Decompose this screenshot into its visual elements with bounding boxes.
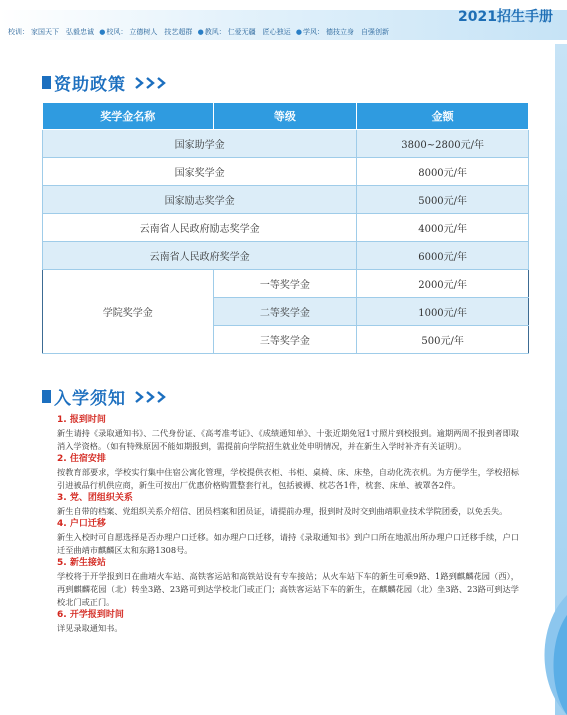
note-heading: 2. 住宿安排: [57, 454, 106, 464]
table-row: [43, 185, 529, 213]
scholarship-name: 国家助学金: [43, 129, 357, 157]
section-title: 资助政策: [54, 75, 126, 95]
bullet-icon: ●: [197, 28, 204, 36]
triple-chevron-icon: [134, 390, 170, 404]
scholarship-name: 云南省人民政府励志奖学金: [43, 213, 357, 241]
note-heading: 4. 户口迁移: [57, 519, 106, 529]
scholarship-name: 学院奖学金: [43, 269, 214, 353]
scholarship-level: 三等奖学金: [213, 325, 357, 353]
column-header: 奖学金名称: [43, 103, 214, 129]
note-heading: 6. 开学报到时间: [57, 610, 124, 620]
scholarship-amount: 1000元/年: [357, 297, 529, 325]
table-header-row: [43, 103, 529, 129]
scholarship-amount: 8000元/年: [357, 157, 529, 185]
section-header-enrollment: [42, 384, 170, 409]
handbook-title: 2021招生手册: [458, 9, 553, 25]
scholarship-amount: 3800~2800元/年: [357, 129, 529, 157]
scholarship-name: 云南省人民政府奖学金: [43, 241, 357, 269]
motto-value: 德技立身 自强创新: [326, 28, 390, 36]
scholarship-amount: 6000元/年: [357, 241, 529, 269]
note-body: 详见录取通知书。: [57, 623, 123, 633]
section-marker-icon: [42, 76, 51, 89]
scholarship-name: 国家奖学金: [43, 157, 357, 185]
scholarship-amount: 4000元/年: [357, 213, 529, 241]
motto-label: 校风：: [106, 28, 128, 36]
column-header: 金额: [357, 103, 529, 129]
section-header-aid: [42, 70, 170, 95]
table-row: [43, 129, 529, 157]
table-row: [43, 157, 529, 185]
column-header: 等级: [213, 103, 357, 129]
corner-wave-decoration: [527, 595, 567, 715]
note-body: 新生请持《录取通知书》、二代身份证、《高考准考证》、《成绩通知单》、十张近期免冠1寸照片到校报到。逾期两周不报到者即取消入学资格。（如有特殊原因不能如期报到，需提前向学院招生就业处申明情况，并在新生入学时补齐有关证明）。: [57, 428, 519, 451]
scholarship-table: [42, 103, 529, 354]
note-heading: 3. 党、团组织关系: [57, 493, 133, 503]
scholarship-amount: 5000元/年: [357, 185, 529, 213]
section-title: 入学须知: [54, 389, 126, 409]
motto-value: 家国天下 弘毅忠诚: [31, 28, 94, 36]
motto-label: 校训：: [8, 28, 29, 36]
section-marker-icon: [42, 390, 51, 403]
table-row: [43, 241, 529, 269]
bullet-icon: ●: [295, 28, 303, 36]
enrollment-notes: [57, 414, 519, 635]
note-heading: 1. 报到时间: [57, 415, 106, 425]
motto-label: 学风：: [303, 28, 325, 36]
scholarship-level: 一等奖学金: [213, 269, 357, 297]
note-body: 学校将于开学报到日在曲靖火车站、高铁客运站和高铁站设有专车接站；从火车站下车的新生可乘9路、1路到麒麟花园（西），再到麒麟花园（北）转坐3路、23路可到达学校北门或正门；高铁客运站下车的新生，在麒麟花园（北）坐3路、23路可到达学校北门或正门。: [57, 571, 519, 607]
table-row: [43, 269, 529, 297]
note-body: 按教育部要求，学校实行集中住宿公寓化管理，学校提供衣柜、书柜、桌椅、床、床垫，自动化洗衣机。为方便学生，学校招标引进被品行机供应商，新生可按出厂优惠价格购置整套行礼，包括被褥、枕芯各1件，枕套、床单、被罩各2件。: [57, 467, 519, 490]
motto-label: 教风：: [204, 28, 226, 36]
scholarship-amount: 2000元/年: [357, 269, 529, 297]
scholarship-amount: 500元/年: [357, 325, 529, 353]
triple-chevron-icon: [134, 76, 170, 90]
scholarship-level: 二等奖学金: [213, 297, 357, 325]
motto-value: 立德树人 技艺超群: [129, 28, 193, 36]
note-body: 新生入校时可自愿选择是否办理户口迁移。如办理户口迁移，请持《录取通知书》到户口所在地派出所办理户口迁移手续，户口迁至曲靖市麒麟区太和东路1308号。: [57, 532, 519, 555]
bullet-icon: ●: [99, 28, 106, 36]
page-header: [0, 0, 567, 44]
note-body: 新生自带的档案、党组织关系介绍信、团员档案和团员证，请提前办理，报到时及时交到曲靖职业技术学院团委，以免丢失。: [57, 506, 508, 516]
table-row: [43, 213, 529, 241]
scholarship-name: 国家励志奖学金: [43, 185, 357, 213]
school-mottos: [8, 27, 391, 37]
motto-value: 仁爱无疆 匠心独运: [227, 28, 291, 36]
note-heading: 5. 新生接站: [57, 558, 106, 568]
